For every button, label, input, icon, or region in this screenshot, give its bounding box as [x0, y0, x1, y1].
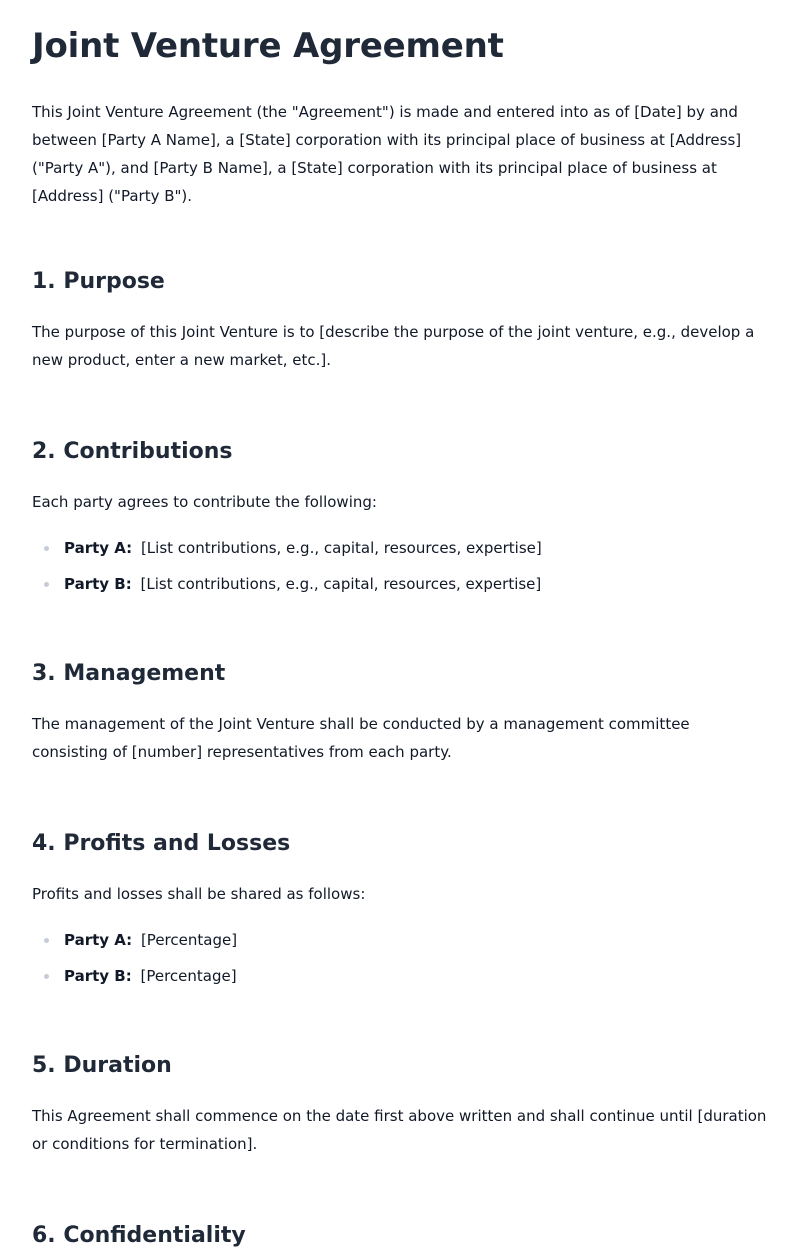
section-purpose: [32, 266, 768, 374]
item-label: Party A:: [64, 539, 133, 557]
section-heading: 2. Contributions: [32, 439, 233, 464]
section-heading: 3. Management: [32, 661, 226, 686]
intro-paragraph: This Joint Venture Agreement (the "Agreement") is made and entered into as of [Date] by and between [Party A Name], a [State] corporation with its principal place of business at [Address] ("Party A"), and [Party B Name], a [State] corporation with its principal place of business at [Address] ("Party B").: [32, 103, 742, 205]
section-body: The management of the Joint Venture shall be conducted by a management committee consisting of [number] representatives from each party.: [32, 715, 690, 761]
section-profits-losses: [32, 828, 768, 988]
item-label: Party B:: [64, 967, 132, 985]
section-confidentiality: [32, 1220, 768, 1252]
section-duration: [32, 1050, 768, 1158]
profit-share-list: [32, 928, 768, 988]
section-body: The purpose of this Joint Venture is to [describe the purpose of the joint venture, e.g., develop a new product, enter a new market, etc.].: [32, 323, 755, 369]
item-label: Party B:: [64, 575, 132, 593]
list-item: [32, 964, 768, 988]
contributions-list: [32, 536, 768, 596]
section-heading: 1. Purpose: [32, 269, 165, 294]
section-contributions: [32, 436, 768, 596]
bullet-dot-icon: [44, 582, 49, 587]
section-management: [32, 658, 768, 766]
list-item: [32, 572, 768, 596]
section-body: This Agreement shall commence on the date first above written and shall continue until [duration or conditions for termination].: [32, 1107, 767, 1153]
item-text: [Percentage]: [140, 967, 237, 985]
bullet-dot-icon: [44, 546, 49, 551]
section-body: Profits and losses shall be shared as follows:: [32, 885, 366, 903]
bullet-dot-icon: [44, 974, 49, 979]
list-item: [32, 536, 768, 560]
section-heading: 5. Duration: [32, 1053, 172, 1078]
document-title: Joint Venture Agreement: [32, 26, 504, 66]
item-text: [List contributions, e.g., capital, resources, expertise]: [140, 539, 542, 557]
item-label: Party A:: [64, 931, 133, 949]
bullet-dot-icon: [44, 938, 49, 943]
item-text: [Percentage]: [140, 931, 238, 949]
section-body: Each party agrees to contribute the following:: [32, 493, 377, 511]
list-item: [32, 928, 768, 952]
section-heading: 4. Profits and Losses: [32, 831, 291, 856]
section-heading: 6. Confidentiality: [32, 1223, 246, 1248]
item-text: [List contributions, e.g., capital, resources, expertise]: [140, 575, 542, 593]
